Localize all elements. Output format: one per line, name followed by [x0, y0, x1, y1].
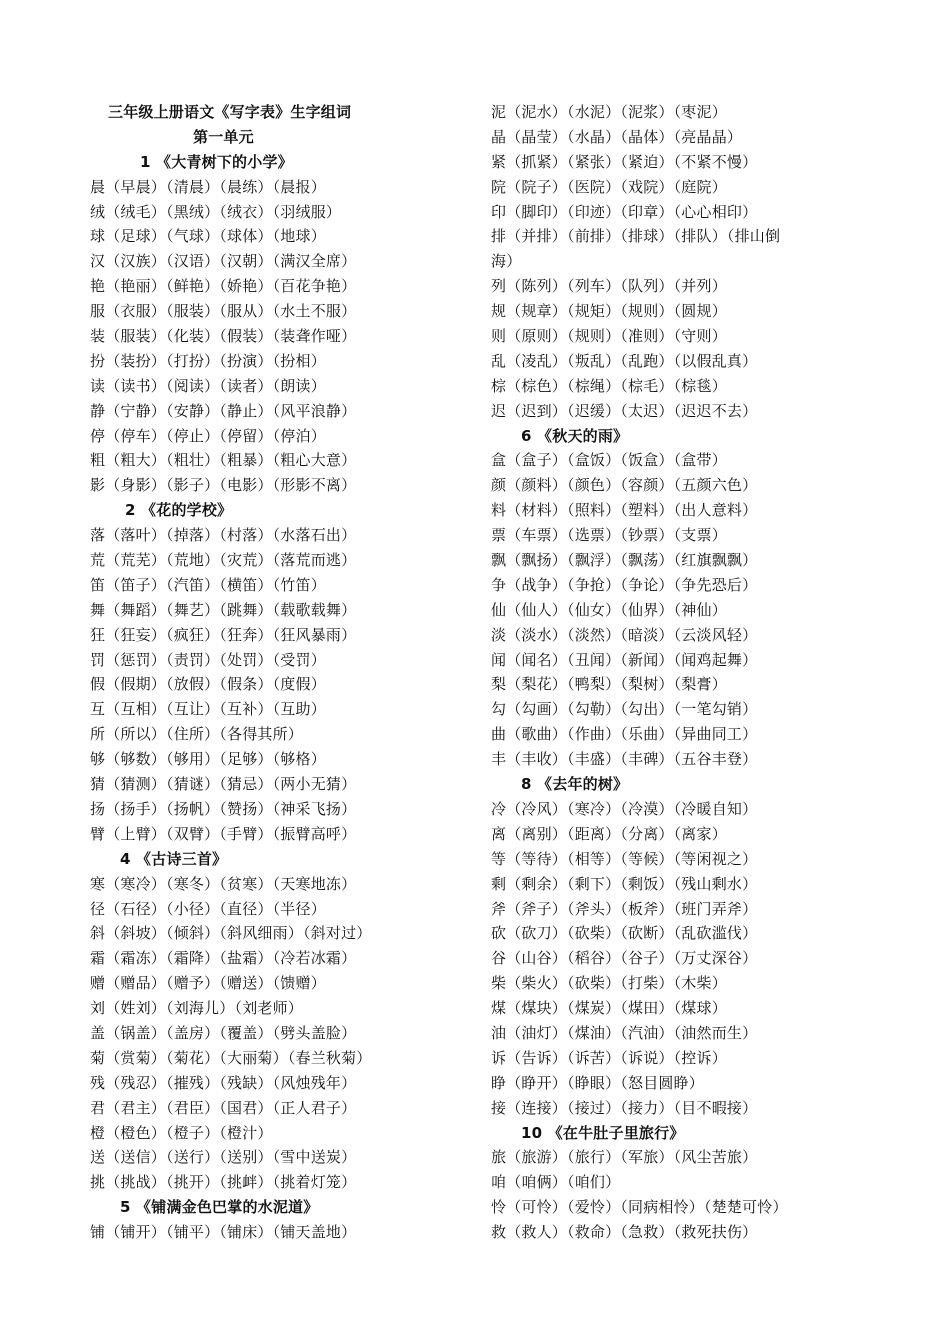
- unit-heading: 第一单元: [193, 127, 254, 146]
- word-line: 盖（锅盖）（盖房）（覆盖）（劈头盖脸）: [90, 1023, 357, 1042]
- word-line: 舞（舞蹈）（舞艺）（跳舞）（载歌载舞）: [90, 600, 357, 619]
- word-line: 互（互相）（互让）（互补）（互助）: [90, 700, 326, 719]
- word-line: 斜（斜坡）（倾斜）（斜风细雨）（斜对过）: [90, 924, 372, 943]
- word-line: 诉（告诉）（诉苦）（诉说）（控诉）: [491, 1048, 727, 1067]
- word-line: 救（救人）（救命）（急救）（救死扶伤）: [491, 1223, 758, 1242]
- word-line: 曲（歌曲）（作曲）（乐曲）（异曲同工）: [491, 725, 758, 744]
- word-line: 棕（棕色）（棕绳）（棕毛）（棕毯）: [491, 376, 727, 395]
- word-line: 扮（装扮）（打扮）（扮演）（扮相）: [90, 351, 326, 370]
- word-line: 斧（斧子）（斧头）（板斧）（班门弄斧）: [491, 899, 758, 918]
- word-line: 铺（铺开）（铺平）（铺床）（铺天盖地）: [90, 1223, 357, 1242]
- lesson-heading: 1 《大青树下的小学》: [140, 152, 293, 171]
- word-line: 冷（冷风）（寒冷）（冷漠）（冷暖自知）: [491, 799, 758, 818]
- word-line: 假（假期）（放假）（假条）（度假）: [90, 675, 326, 694]
- word-line: 煤（煤块）（煤炭）（煤田）（煤球）: [491, 999, 727, 1018]
- word-line: 径（石径）（小径）（直径）（半径）: [90, 899, 326, 918]
- word-line: 服（衣服）（服装）（服从）（水土不服）: [90, 302, 357, 321]
- word-line: 勾（勾画）（勾勒）（勾出）（一笔勾销）: [491, 700, 758, 719]
- right-column: [491, 100, 891, 1245]
- word-line: 挑（挑战）（挑开）（挑衅）（挑着灯笼）: [90, 1173, 357, 1192]
- word-line: 君（君主）（君臣）（国君）（正人君子）: [90, 1098, 357, 1117]
- word-line: 荒（荒芜）（荒地）（灾荒）（落荒而逃）: [90, 551, 357, 570]
- lesson-heading: 10 《在牛肚子里旅行》: [521, 1123, 685, 1142]
- word-line: 所（所以）（住所）（各得其所）: [90, 725, 304, 744]
- word-line: 罚（惩罚）（责罚）（处罚）（受罚）: [90, 650, 326, 669]
- word-line: 寒（寒冷）（寒冬）（贫寒）（天寒地冻）: [90, 874, 357, 893]
- word-line: 刘（姓刘）（刘海儿）（刘老师）: [90, 999, 304, 1018]
- word-line: 紧（抓紧）（紧张）（紧迫）（不紧不慢）: [491, 152, 758, 171]
- word-line: 谷（山谷）（稻谷）（谷子）（万丈深谷）: [491, 949, 758, 968]
- word-line: 泥（泥水）（水泥）（泥浆）（枣泥）: [491, 103, 727, 121]
- word-line-part: 排（并排）（前排）（排球）（排队）（排山倒: [491, 227, 781, 246]
- word-line: 臂（上臂）（双臂）（手臂）（振臂高呼）: [90, 824, 357, 843]
- word-line: 仙（仙人）（仙女）（仙界）（神仙）: [491, 600, 727, 619]
- word-line: 停（停车）（停止）（停留）（停泊）: [90, 426, 326, 445]
- word-line: 装（服装）（化装）（假装）（装聋作哑）: [90, 327, 357, 346]
- word-line: 橙（橙色）（橙子）（橙汁）: [90, 1123, 273, 1142]
- left-column: [90, 100, 490, 1245]
- word-line: 落（落叶）（掉落）（村落）（水落石出）: [90, 526, 357, 545]
- word-line: 料（材料）（照料）（塑料）（出人意料）: [491, 501, 758, 520]
- word-line: 扬（扬手）（扬帆）（赞扬）（神采飞扬）: [90, 799, 357, 818]
- word-line: 砍（砍刀）（砍柴）（砍断）（乱砍滥伐）: [491, 924, 758, 943]
- lesson-heading: 2 《花的学校》: [125, 501, 233, 520]
- word-line: 赠（赠品）（赠予）（赠送）（馈赠）: [90, 974, 326, 993]
- doc-title: 三年级上册语文《写字表》生字组词: [108, 103, 352, 121]
- word-line: 接（连接）（接过）（接力）（目不暇接）: [491, 1098, 758, 1117]
- word-line: 剩（剩余）（剩下）（剩饭）（残山剩水）: [491, 874, 758, 893]
- word-line: 飘（飘扬）（飘浮）（飘荡）（红旗飘飘）: [491, 551, 758, 570]
- word-line: 颜（颜料）（颜色）（容颜）（五颜六色）: [491, 476, 758, 495]
- word-line: 印（脚印）（印迹）（印章）（心心相印）: [491, 202, 758, 221]
- word-line: 油（油灯）（煤油）（汽油）（油然而生）: [491, 1023, 758, 1042]
- word-line: 离（离别）（距离）（分离）（离家）: [491, 824, 727, 843]
- word-line: 规（规章）（规矩）（规则）（圆规）: [491, 302, 727, 321]
- lesson-heading: 5 《铺满金色巴掌的水泥道》: [120, 1198, 319, 1217]
- word-line: 等（等待）（相等）（等候）（等闲视之）: [491, 849, 758, 868]
- word-line: 怜（可怜）（爱怜）（同病相怜）（楚楚可怜）: [491, 1198, 788, 1217]
- word-line: 梨（梨花）（鸭梨）（梨树）（梨膏）: [491, 675, 727, 694]
- word-line: 晨（早晨）（清晨）（晨练）（晨报）: [90, 177, 326, 196]
- word-line: 则（原则）（规则）（准则）（守则）: [491, 327, 727, 346]
- word-line: 绒（绒毛）（黑绒）（绒衣）（羽绒服）: [90, 202, 342, 221]
- word-line: 咱（咱俩）（咱们）: [491, 1173, 621, 1192]
- word-line: [491, 224, 876, 274]
- word-line: 迟（迟到）（迟缓）（太迟）（迟迟不去）: [491, 401, 758, 420]
- lesson-heading: 4 《古诗三首》: [120, 849, 228, 868]
- word-line: 旅（旅游）（旅行）（军旅）（风尘苦旅）: [491, 1148, 758, 1167]
- word-line: 盒（盒子）（盒饭）（饭盒）（盒带）: [491, 451, 727, 470]
- word-line: 争（战争）（争抢）（争论）（争先恐后）: [491, 575, 758, 594]
- word-line: 艳（艳丽）（鲜艳）（娇艳）（百花争艳）: [90, 277, 357, 296]
- word-line: 淡（淡水）（淡然）（暗淡）（云淡风轻）: [491, 625, 758, 644]
- word-line: 院（院子）（医院）（戏院）（庭院）: [491, 177, 727, 196]
- word-line: 霜（霜冻）（霜降）（盐霜）（冷若冰霜）: [90, 949, 357, 968]
- word-line: 送（送信）（送行）（送别）（雪中送炭）: [90, 1148, 357, 1167]
- word-line: 闻（闻名）（丑闻）（新闻）（闻鸡起舞）: [491, 650, 758, 669]
- word-line: 够（够数）（够用）（足够）（够格）: [90, 750, 326, 769]
- word-line: 乱（凌乱）（叛乱）（乱跑）（以假乱真）: [491, 351, 758, 370]
- word-line: 睁（睁开）（睁眼）（怒目圆睁）: [491, 1073, 705, 1092]
- word-line: 猜（猜测）（猜谜）（猜忌）（两小无猜）: [90, 775, 357, 794]
- word-line-part: 海）: [491, 252, 522, 271]
- word-line: 静（宁静）（安静）（静止）（风平浪静）: [90, 401, 357, 420]
- lesson-heading: 8 《去年的树》: [521, 775, 629, 794]
- word-line: 菊（赏菊）（菊花）（大丽菊）（春兰秋菊）: [90, 1048, 372, 1067]
- word-line: 球（足球）（气球）（球体）（地球）: [90, 227, 326, 246]
- word-line: 读（读书）（阅读）（读者）（朗读）: [90, 376, 326, 395]
- word-line: 笛（笛子）（汽笛）（横笛）（竹笛）: [90, 575, 326, 594]
- word-line: 粗（粗大）（粗壮）（粗暴）（粗心大意）: [90, 451, 357, 470]
- word-line: 狂（狂妄）（疯狂）（狂奔）（狂风暴雨）: [90, 625, 357, 644]
- word-line: 柴（柴火）（砍柴）（打柴）（木柴）: [491, 974, 727, 993]
- word-line: 晶（晶莹）（水晶）（晶体）（亮晶晶）: [491, 127, 743, 146]
- lesson-heading: 6 《秋天的雨》: [521, 426, 629, 445]
- word-line: 汉（汉族）（汉语）（汉朝）（满汉全席）: [90, 252, 357, 271]
- word-line: 票（车票）（选票）（钞票）（支票）: [491, 526, 727, 545]
- word-line: 丰（丰收）（丰盛）（丰碑）（五谷丰登）: [491, 750, 758, 769]
- word-line: 列（陈列）（列车）（队列）（并列）: [491, 277, 727, 296]
- word-line: 影（身影）（影子）（电影）（形影不离）: [90, 476, 357, 495]
- word-line: 残（残忍）（摧残）（残缺）（风烛残年）: [90, 1073, 357, 1092]
